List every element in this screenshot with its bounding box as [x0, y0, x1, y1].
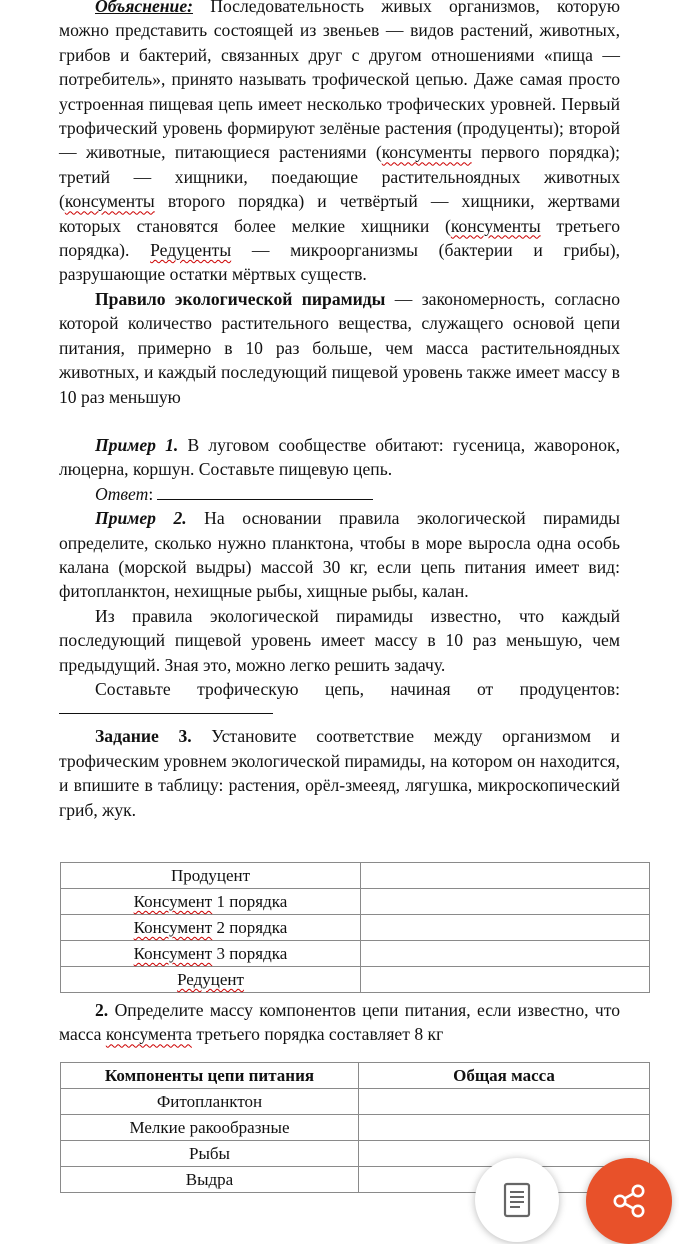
mass-table-header-row: [61, 1063, 650, 1089]
rule-paragraph: Правило экологической пирамиды — закономерность, согласно которой количество растительного вещества, служащего основой цепи питания, примерно в 10 раз больше, чем масса растительноядных животных, и каждый последующий пищевой уровень также имеет массу в 10 раз меньшую: [59, 288, 620, 407]
trophic-level-cell: Консумент 3 порядка: [61, 941, 361, 967]
task2-number: 2.: [95, 1000, 109, 1020]
chain-answer-blank: [59, 701, 273, 714]
task3-label: Задание 3.: [95, 726, 192, 747]
organism-answer-cell: [361, 889, 650, 915]
organism-answer-cell: [361, 967, 650, 993]
share-fab-button[interactable]: [586, 1158, 672, 1244]
spell-error-word: консументы: [450, 215, 541, 236]
document-page: [59, 0, 620, 822]
document-icon: [502, 1182, 532, 1218]
rule-term: Правило экологической пирамиды: [95, 288, 386, 309]
mass-table-header-components: Компоненты цепи питания: [61, 1063, 359, 1089]
document-fab-button[interactable]: [475, 1158, 559, 1242]
example2-label: Пример 2.: [95, 508, 187, 529]
table-row: [61, 1115, 650, 1141]
spell-error-word: консументы: [381, 142, 472, 163]
spell-error-word: Редуценты: [150, 240, 232, 261]
spell-error-word: Консумент: [133, 892, 213, 911]
example1-label: Пример 1.: [95, 434, 179, 455]
table-row: [61, 889, 650, 915]
explanation-paragraph: Объяснение: Последовательность живых организмов, которую можно представить состоящей из звеньев — видов растений, животных, грибов и бактерий, связанных друг с другом отношениями «пища — потребитель», принято называть трофической цепью. Даже самая просто устроенная пищевая цепь имеет несколько трофических уровней. Первый трофический уровень формируют зелёные растения (продуценты); второй — животные, питающиеся растениями (консументы первого порядка); третий — хищники, поедающие растительноядных животных (консументы второго порядка) и четвёртый — хищники, жертвами которых становятся более мелкие хищники (консументы третьего порядка). Редуценты — микроорганизмы (бактерии и грибы), разрушающие остатки мёртвых существ.: [59, 0, 620, 287]
table-row: [61, 941, 650, 967]
mass-answer-cell: [359, 1089, 650, 1115]
answer-blank: [157, 485, 373, 500]
component-cell: Фитопланктон: [61, 1089, 359, 1115]
table-row: [61, 863, 650, 889]
mass-table: [60, 1062, 650, 1193]
spell-error-word: Консумент: [133, 944, 213, 963]
share-icon: [609, 1181, 649, 1221]
task2-paragraph: 2. Определите массу компонентов цепи питания, если известно, что масса консумента третьего порядка составляет 8 кг: [59, 1000, 620, 1045]
mass-answer-cell: [359, 1115, 650, 1141]
table-row: [61, 1167, 650, 1193]
spell-error-word: Редуцент: [177, 970, 244, 989]
spell-error-word: консументы: [64, 191, 155, 212]
example2-explanation: Из правила экологической пирамиды известно, что каждый последующий пищевой уровень имеет массу в 10 раз меньшую, чем предыдущий. Зная это, можно легко решить задачу.: [59, 605, 620, 675]
trophic-level-cell: Консумент 1 порядка: [61, 889, 361, 915]
task3-paragraph: Задание 3. Установите соответствие между организмом и трофическим уровнем экологической пирамиды, на котором он находится, и впишите в таблицу: растения, орёл-змееяд, лягушка, микроскопический гриб, жук.: [59, 726, 620, 820]
spell-error-word: консумента: [105, 1024, 192, 1045]
spell-error-word: Консумент: [133, 918, 213, 937]
example1-paragraph: Пример 1. В луговом сообществе обитают: гусеница, жаворонок, люцерна, коршун. Составьте пищевую цепь.: [59, 434, 620, 480]
organism-answer-cell: [361, 941, 650, 967]
example2-paragraph: Пример 2. На основании правила экологической пирамиды определите, сколько нужно планктона, чтобы в море выросла одна особь калана (морской выдры) массой 30 кг, если цепь питания имеет вид: фитопланктон, нехищные рыбы, хищные рыбы, калан.: [59, 508, 621, 602]
component-cell: Рыбы: [61, 1141, 359, 1167]
trophic-level-cell: Продуцент: [61, 863, 361, 889]
table-row: [61, 967, 650, 993]
table-row: [61, 915, 650, 941]
trophic-level-table: [60, 862, 650, 993]
organism-answer-cell: [361, 915, 650, 941]
organism-answer-cell: [361, 863, 650, 889]
component-cell: Мелкие ракообразные: [61, 1115, 359, 1141]
explanation-label: Объяснение:: [95, 0, 193, 16]
trophic-level-cell: [61, 967, 361, 993]
table-row: [61, 1141, 650, 1167]
table-row: [61, 1089, 650, 1115]
answer-line: Ответ:: [59, 482, 620, 506]
example2-instruction: Составьте трофическую цепь, начиная от продуцентов:: [95, 678, 620, 699]
trophic-level-cell: Консумент 2 порядка: [61, 915, 361, 941]
mass-table-header-mass: Общая масса: [359, 1063, 650, 1089]
component-cell: Выдра: [61, 1167, 359, 1193]
answer-label: Ответ: [95, 483, 149, 504]
